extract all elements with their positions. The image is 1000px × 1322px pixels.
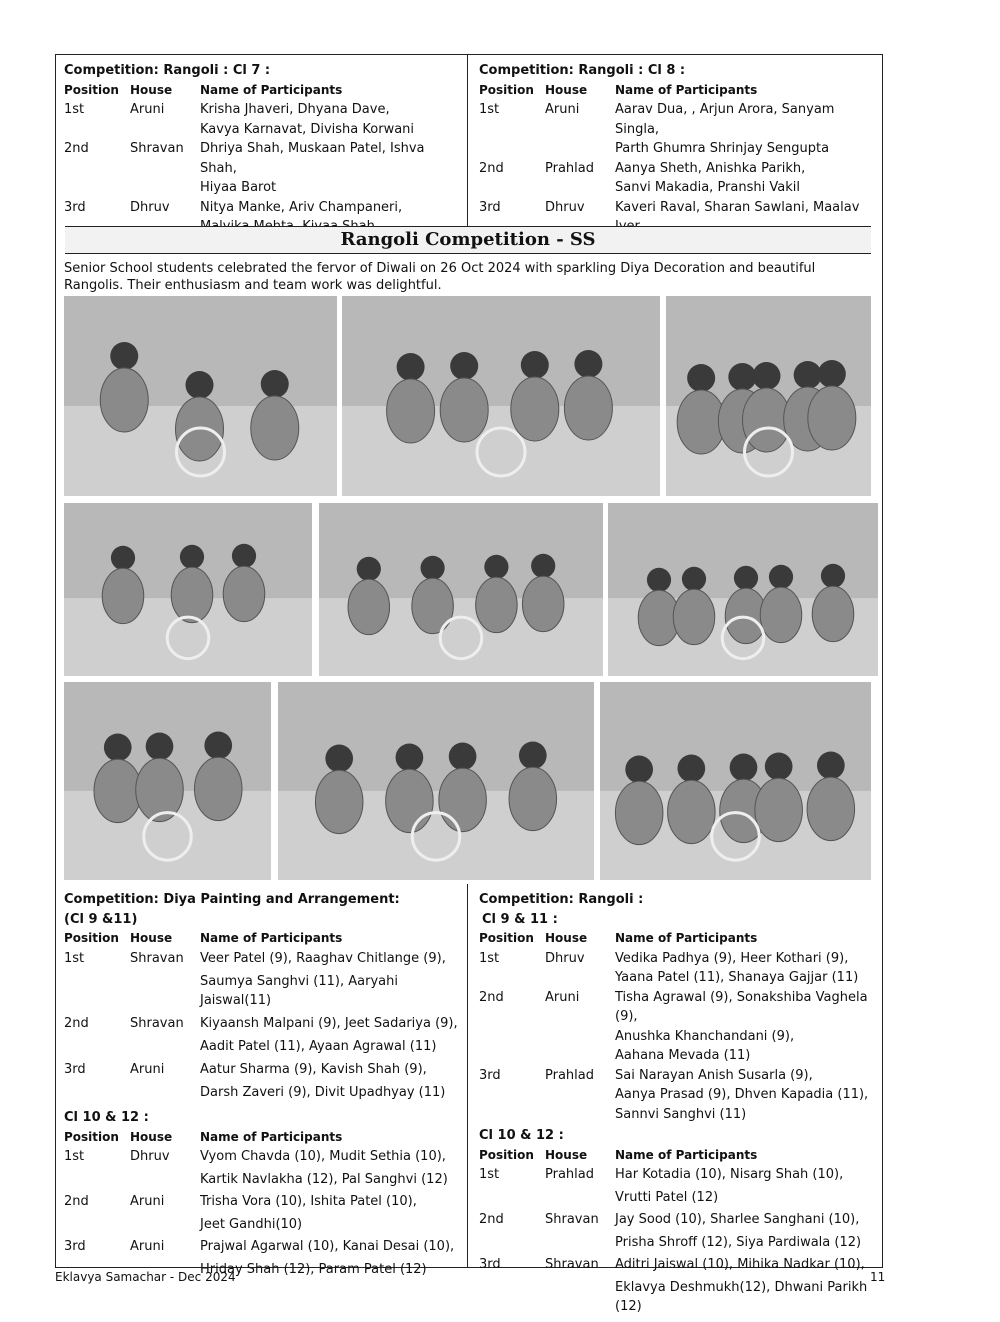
table-row: [479, 1210, 879, 1255]
house: Prahlad: [545, 160, 594, 176]
photo-diya-decoration-2: [342, 296, 660, 496]
footer-publication: Eklavya Samachar - Dec 2024: [55, 1270, 236, 1284]
column-header: House: [545, 1147, 588, 1162]
table-row: [64, 949, 464, 1015]
competition-subtitle: (Cl 9 &11): [64, 911, 138, 927]
participant-line: Aarav Dua, , Arjun Arora, Sanyam Singla,: [615, 102, 835, 137]
column-header: Name of Participants: [615, 1147, 758, 1162]
photo-diya-decoration-4: [64, 503, 312, 676]
participant-line: Vedika Padhya (9), Heer Kothari (9),: [615, 950, 849, 966]
participant-line: Anushka Khanchandani (9),: [615, 1028, 795, 1044]
position: 2nd: [64, 141, 89, 156]
house: Shravan: [130, 141, 184, 156]
table-row: [64, 1060, 464, 1106]
participants: [615, 988, 879, 1066]
participant-line: Aanya Prasad (9), Dhven Kapadia (11),: [615, 1087, 869, 1102]
participant-line: Parth Ghumra Shrinjay Sengupta: [615, 141, 830, 156]
participants: [615, 949, 879, 988]
participant-line: Prajwal Agarwal (10), Kanai Desai (10),: [200, 1239, 455, 1254]
competition-title: Competition: Rangoli : Cl 7 :: [64, 63, 271, 78]
participants: [615, 100, 879, 159]
participants: [200, 1014, 464, 1060]
participant-line: Aadit Patel (11), Ayaan Agrawal (11): [200, 1039, 437, 1054]
participants: [200, 1237, 454, 1282]
position: 3rd: [64, 199, 86, 215]
house: Aruni: [130, 1239, 165, 1254]
photo-diya-decoration-3: [666, 296, 871, 496]
participant-line: Aanya Sheth, Anishka Parikh,: [615, 160, 806, 176]
position: 2nd: [479, 989, 504, 1005]
participant-line: Krisha Jhaveri, Dhyana Dave,: [200, 102, 390, 117]
participant-line: Eklavya Deshmukh(12), Dhwani Parikh (12): [615, 1279, 868, 1314]
participant-line: Vrutti Patel (12): [615, 1189, 719, 1205]
results-table: [64, 929, 464, 1106]
column-header: Position: [64, 931, 119, 945]
table-row: [479, 1066, 879, 1125]
class-group-title: Cl 10 & 12 :: [479, 1128, 564, 1143]
table-row: [64, 139, 464, 198]
house: Prahlad: [545, 1167, 594, 1182]
photo-rangoli-1: [608, 503, 878, 676]
results-table: [64, 1128, 454, 1283]
participant-line: Sanvi Makadia, Pranshi Vakil: [615, 180, 800, 195]
participants: [615, 1066, 879, 1125]
position: 3rd: [64, 1062, 86, 1077]
house: Dhruv: [545, 199, 585, 215]
participants: [200, 1147, 454, 1192]
participants: [200, 949, 464, 1015]
house: Shravan: [545, 1212, 599, 1227]
position: 1st: [479, 1167, 500, 1182]
participants: [200, 1192, 454, 1237]
participant-line: Aahana Mevada (11): [615, 1048, 751, 1063]
photo-rangoli-2: [278, 682, 594, 880]
column-header: Position: [64, 1129, 119, 1144]
results-table: [479, 929, 879, 1124]
house: Aruni: [130, 1194, 165, 1209]
house: Dhruv: [545, 950, 585, 966]
participant-line: Trisha Vora (10), Ishita Patel (10),: [200, 1194, 417, 1209]
participant-line: Prisha Shroff (12), Siya Pardiwala (12): [615, 1234, 862, 1250]
house: Dhruv: [130, 1149, 170, 1164]
position: 3rd: [479, 1257, 501, 1272]
column-header: House: [545, 931, 588, 945]
position: 3rd: [64, 1239, 86, 1254]
house: Aruni: [130, 102, 165, 117]
participant-line: Yaana Patel (11), Shanaya Gajjar (11): [615, 970, 859, 985]
photo-rangoli-group-1: [64, 682, 271, 880]
position: 1st: [479, 102, 500, 117]
participants: [615, 159, 879, 198]
column-header: Position: [479, 1147, 534, 1162]
intro-text: Senior School students celebrated the fervor of Diwali on 26 Oct 2024 with sparkling Diya Decoration and beautiful Rangolis. Their enthusiasm and team work was delightful.: [64, 261, 816, 293]
footer-page-number: 11: [870, 1270, 886, 1284]
house: Shravan: [130, 950, 184, 966]
participant-line: Dhriya Shah, Muskaan Patel, Ishva Shah,: [200, 141, 425, 176]
column-header: Position: [64, 82, 119, 97]
column-header: Name of Participants: [615, 82, 758, 97]
participant-line: Veer Patel (9), Raaghav Chitlange (9),: [200, 950, 446, 966]
participant-line: Saumya Sanghvi (11), Aaryahi Jaiswal(11): [200, 973, 398, 1008]
position: 2nd: [479, 160, 504, 176]
competition-title: Competition: Diya Painting and Arrangement:: [64, 892, 400, 907]
table-row: [479, 1165, 879, 1210]
results-rangoli-cl7: [64, 61, 464, 237]
table-row: [64, 1014, 464, 1060]
position: 2nd: [64, 1194, 89, 1209]
table-row: [479, 988, 879, 1066]
participant-line: Kartik Navlakha (12), Pal Sanghvi (12): [200, 1171, 448, 1187]
participant-line: Hriday Shah (12), Param Patel (12): [200, 1261, 427, 1277]
column-header: House: [130, 931, 173, 945]
position: 1st: [64, 950, 85, 966]
position: 3rd: [479, 1067, 501, 1083]
participant-line: Jay Sood (10), Sharlee Sanghani (10),: [615, 1212, 860, 1227]
photo-rangoli-group-2: [600, 682, 871, 880]
column-header: Position: [479, 931, 534, 945]
column-header: House: [130, 82, 173, 97]
participant-line: Hiyaa Barot: [200, 180, 277, 195]
participant-line: Jeet Gandhi(10): [200, 1216, 303, 1232]
participants: [200, 100, 464, 139]
photo-diya-decoration-5: [319, 503, 603, 676]
column-header: Name of Participants: [200, 82, 343, 97]
column-header: Name of Participants: [615, 931, 758, 945]
participant-line: Vyom Chavda (10), Mudit Sethia (10),: [200, 1149, 446, 1164]
section-title: Rangoli Competition - SS: [65, 226, 871, 254]
participants: [200, 1060, 464, 1106]
results-diya-painting: [64, 890, 464, 1282]
position: 2nd: [64, 1016, 89, 1031]
position: 1st: [479, 950, 500, 966]
column-header: House: [130, 1129, 173, 1144]
table-row: [479, 1255, 879, 1320]
results-table: [64, 81, 464, 237]
participant-line: Tisha Agrawal (9), Sonakshiba Vaghela (9),: [615, 989, 868, 1024]
participant-line: Kavya Karnavat, Divisha Korwani: [200, 121, 415, 137]
house: Shravan: [130, 1016, 184, 1031]
position: 1st: [64, 1149, 85, 1164]
table-row: [64, 100, 464, 139]
column-header: Name of Participants: [200, 931, 343, 945]
participant-line: Nitya Manke, Ariv Champaneri,: [200, 199, 403, 215]
participant-line: Kiyaansh Malpani (9), Jeet Sadariya (9),: [200, 1016, 458, 1031]
house: Dhruv: [130, 199, 170, 215]
participant-line: Har Kotadia (10), Nisarg Shah (10),: [615, 1167, 844, 1182]
participant-line: Sannvi Sanghvi (11): [615, 1106, 747, 1122]
house: Shravan: [545, 1257, 599, 1272]
competition-title: Competition: Rangoli : Cl 8 :: [479, 63, 686, 78]
column-header: Name of Participants: [200, 1129, 343, 1144]
competition-subtitle: Cl 9 & 11 :: [482, 911, 558, 927]
participants: [615, 1210, 879, 1255]
competition-title: Competition: Rangoli :: [479, 892, 644, 907]
position: 3rd: [479, 199, 501, 215]
table-row: [479, 100, 879, 159]
column-header: House: [545, 82, 588, 97]
participant-line: Kaveri Raval, Sharan Sawlani, Maalav: [615, 199, 860, 215]
house: Aruni: [545, 989, 580, 1005]
class-group-title: Cl 10 & 12 :: [64, 1110, 149, 1125]
participant-line: Sai Narayan Anish Susarla (9),: [615, 1067, 813, 1083]
participant-line: Aditri Jaiswal (10), Mihika Nadkar (10),: [615, 1257, 865, 1272]
results-rangoli-cl9-12: [479, 890, 879, 1320]
column-divider-bottom: [467, 884, 468, 1268]
house: Aruni: [545, 102, 580, 117]
participant-line: Aatur Sharma (9), Kavish Shah (9),: [200, 1062, 427, 1077]
participants: [615, 1255, 879, 1320]
results-table: [479, 1146, 879, 1320]
house: Prahlad: [545, 1067, 594, 1083]
table-row: [479, 949, 879, 988]
participants: [615, 1165, 879, 1210]
table-row: [64, 1192, 454, 1237]
table-row: [64, 1147, 454, 1192]
position: 2nd: [479, 1212, 504, 1227]
participants: [200, 139, 464, 198]
participant-line: Darsh Zaveri (9), Divit Upadhyay (11): [200, 1085, 446, 1100]
photo-diya-decoration-1: [64, 296, 337, 496]
column-divider-top: [467, 55, 468, 226]
column-header: Position: [479, 82, 534, 97]
house: Aruni: [130, 1062, 165, 1077]
table-row: [479, 159, 879, 198]
position: 1st: [64, 102, 85, 117]
